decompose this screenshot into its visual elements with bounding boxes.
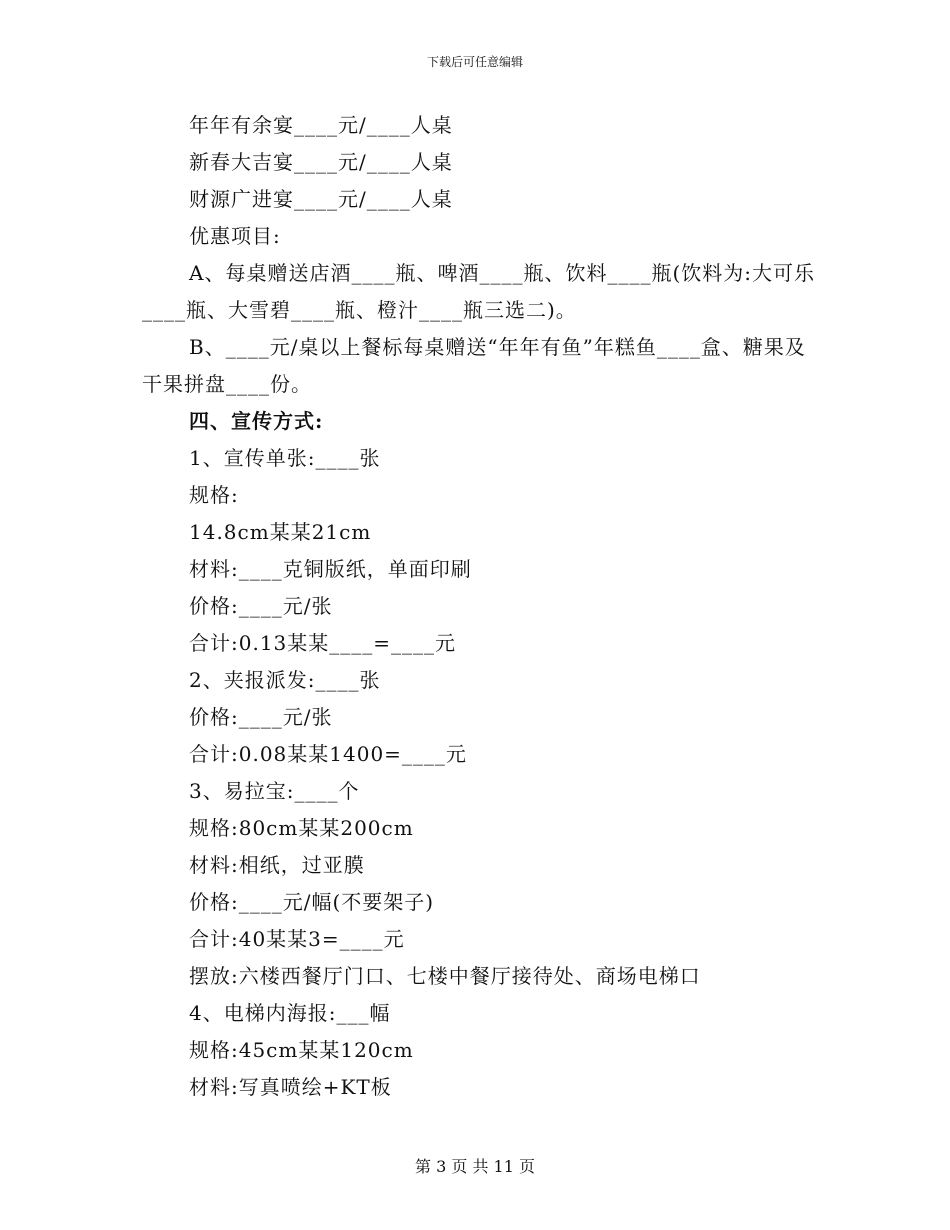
discount-item-b: B、____元/桌以上餐标每桌赠送“年年有鱼”年糕鱼____盒、糖果及干果拼盘____份。 (142, 335, 806, 396)
promo-flyer-spec-label: 规格: (189, 483, 239, 507)
discount-item-a: A、每桌赠送店酒____瓶、啤酒____瓶、饮料____瓶(饮料为:大可乐____瓶、大雪碧____瓶、橙汁____瓶三选二)。 (142, 261, 815, 322)
promo-newspaper-title: 2、夹报派发:____张 (189, 668, 381, 692)
promo-elevator-title: 4、电梯内海报:___幅 (189, 1001, 391, 1025)
promo-rollup-price: 价格:____元/幅(不要架子) (189, 890, 435, 914)
promo-newspaper-price: 价格:____元/张 (189, 705, 333, 729)
menu-line-cai-yuan-guang-jin: 财源广进宴____元/____人桌 (189, 187, 453, 211)
promo-flyer-material: 材料:____克铜版纸，单面印刷 (189, 557, 472, 581)
promo-rollup-total: 合计:40某某3=____元 (189, 927, 405, 951)
menu-line-nian-nian-you-yu: 年年有余宴____元/____人桌 (189, 113, 453, 137)
promo-elevator-spec: 规格:45cm某某120cm (189, 1038, 414, 1062)
document-body (142, 107, 822, 1106)
promo-rollup-material: 材料:相纸，过亚膜 (189, 853, 365, 877)
promo-elevator-material: 材料:写真喷绘+KT板 (189, 1075, 392, 1099)
promo-rollup-title: 3、易拉宝:____个 (189, 779, 360, 803)
discount-heading: 优惠项目: (189, 224, 281, 248)
promo-flyer-price: 价格:____元/张 (189, 594, 333, 618)
promo-flyer-title: 1、宣传单张:____张 (189, 446, 381, 470)
promo-rollup-placement: 摆放:六楼西餐厅门口、七楼中餐厅接待处、商场电梯口 (189, 964, 701, 988)
page-header: 下载后可任意编辑 (426, 55, 523, 69)
section-heading-promotion: 四、宣传方式: (189, 409, 324, 433)
page-footer: 第 3 页 共 11 页 (415, 1157, 535, 1176)
promo-flyer-spec: 14.8cm某某21cm (189, 520, 372, 544)
menu-line-xin-chun-da-ji: 新春大吉宴____元/____人桌 (189, 150, 453, 174)
promo-newspaper-total: 合计:0.08某某1400=____元 (189, 742, 467, 766)
promo-flyer-total: 合计:0.13某某____=____元 (189, 631, 457, 655)
promo-rollup-spec: 规格:80cm某某200cm (189, 816, 414, 840)
